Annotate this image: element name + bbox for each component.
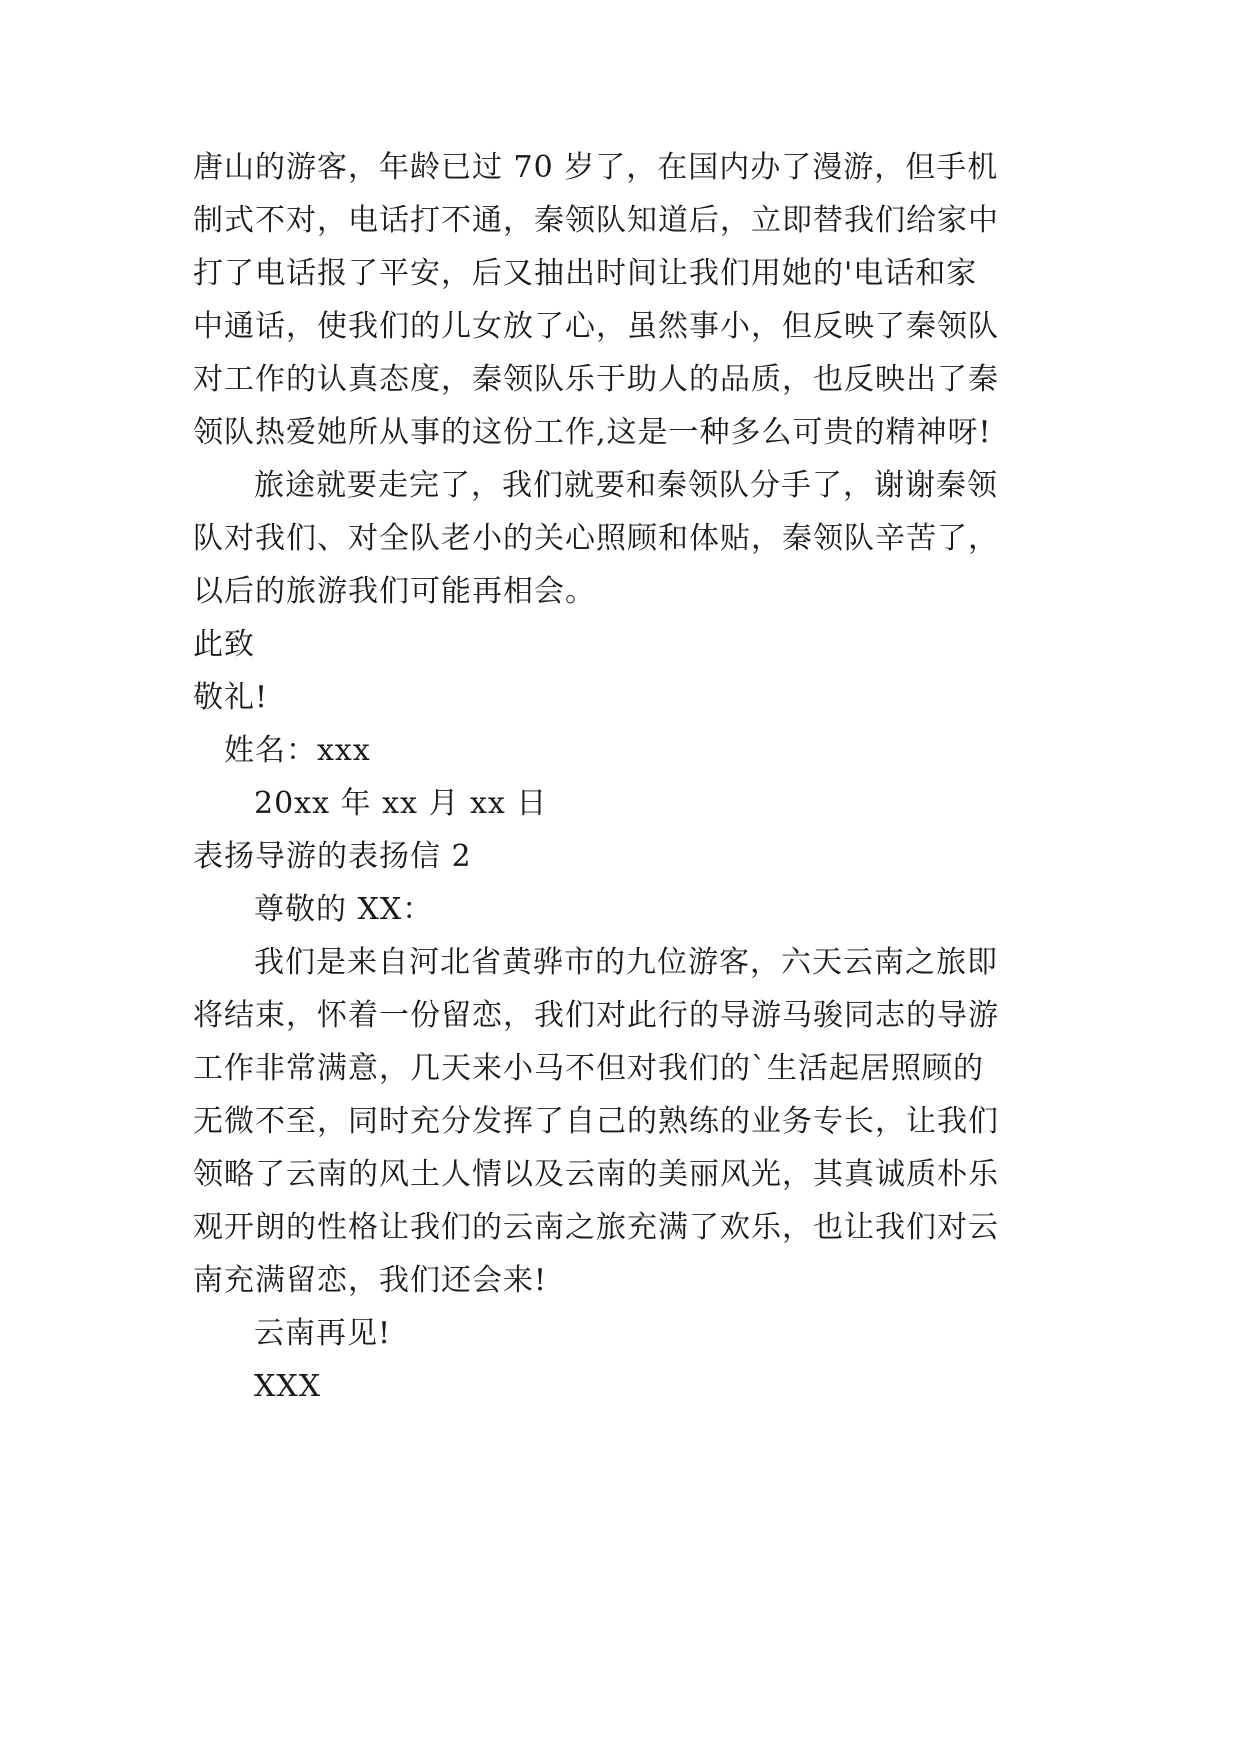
letter2-body-line: 领略了云南的风土人情以及云南的美丽风光，其真诚质朴乐 xyxy=(193,1157,999,1192)
signer-name: 姓名：xxx xyxy=(224,733,371,768)
letter-date: 20xx 年 xx 月 xx 日 xyxy=(254,786,548,821)
letter1-body-line: 领队热爱她所从事的这份工作,这是一种多么可贵的精神呀! xyxy=(193,415,992,450)
letter2-greeting: 尊敬的 XX： xyxy=(254,892,434,927)
letter1-body-line: 打了电话报了平安，后又抽出时间让我们用她的'电话和家 xyxy=(193,256,978,291)
letter2-body-line: 南充满留恋，我们还会来! xyxy=(193,1263,548,1298)
letter1-closing-line: 旅途就要走完了，我们就要和秦领队分手了，谢谢秦领 xyxy=(254,468,998,503)
letter1-closing-line: 以后的旅游我们可能再相会。 xyxy=(193,574,596,609)
letter1-body-line: 中通话，使我们的儿女放了心，虽然事小，但反映了秦领队 xyxy=(193,309,999,344)
letter1-body-line: 唐山的游客，年龄已过 70 岁了，在国内办了漫游，但手机 xyxy=(193,150,999,185)
letter2-body-line: 观开朗的性格让我们的云南之旅充满了欢乐，也让我们对云 xyxy=(193,1210,999,1245)
letter2-body-line: 将结束，怀着一份留恋，我们对此行的导游马骏同志的导游 xyxy=(193,998,999,1033)
letter1-body-line: 对工作的认真态度，秦领队乐于助人的品质，也反映出了秦 xyxy=(193,362,999,397)
salutation-ci-zhi: 此致 xyxy=(193,627,255,662)
letter2-title: 表扬导游的表扬信 2 xyxy=(193,839,472,874)
letter2-body-line: 工作非常满意，几天来小马不但对我们的`生活起居照顾的 xyxy=(193,1051,984,1086)
letter1-closing-line: 队对我们、对全队老小的关心照顾和体贴，秦领队辛苦了， xyxy=(193,521,999,556)
letter2-farewell: 云南再见! xyxy=(254,1316,392,1351)
letter2-body-line: 我们是来自河北省黄骅市的九位游客，六天云南之旅即 xyxy=(254,945,998,980)
letter2-body-line: 无微不至，同时充分发挥了自己的熟练的业务专长，让我们 xyxy=(193,1104,999,1139)
letter1-body-line: 制式不对，电话打不通，秦领队知道后，立即替我们给家中 xyxy=(193,203,999,238)
salutation-jing-li: 敬礼! xyxy=(193,680,269,715)
letter2-signature: XXX xyxy=(254,1369,322,1404)
